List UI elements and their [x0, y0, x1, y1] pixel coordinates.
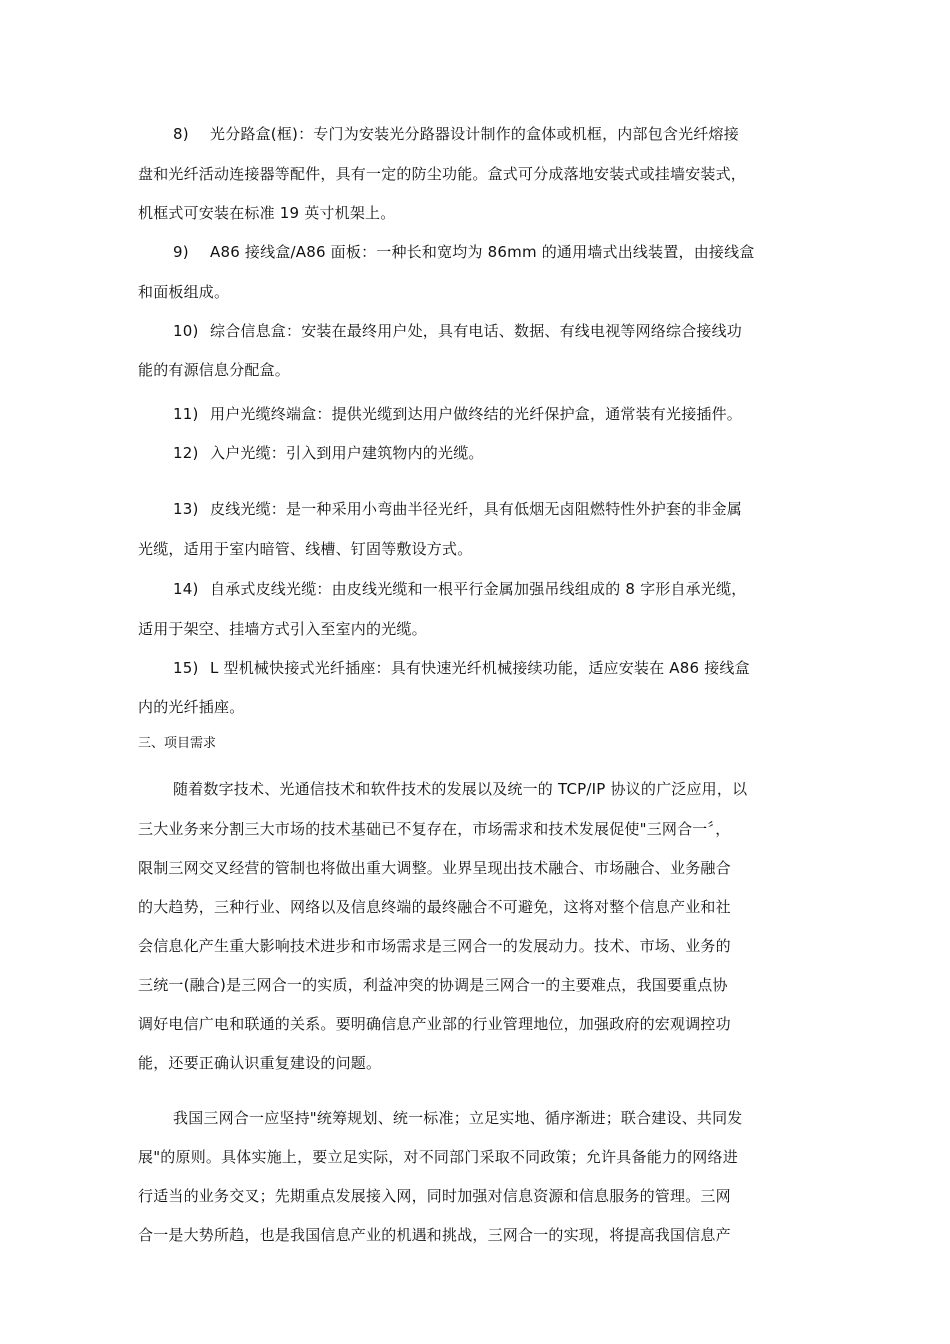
item-text: 综合信息盒：安装在最终用户处，具有电话、数据、有线电视等网络综合接线功 — [210, 322, 743, 340]
paragraph-1-line-6: 三统一(融合)是三网合一的实质，利益冲突的协调是三网合一的主要难点，我国要重点协 — [138, 976, 728, 994]
paragraph-2-line-2: 展"的原则。具体实施上，要立足实际，对不同部门采取不同政策；允许具备能力的网络进 — [138, 1148, 738, 1166]
paragraph-2-line-1: 我国三网合一应坚持"统筹规划、统一标准；立足实地、循序渐进；联合建设、共同发 — [173, 1109, 743, 1127]
item-text: 入户光缆：引入到用户建筑物内的光缆。 — [210, 444, 484, 462]
paragraph-1-line-5: 会信息化产生重大影响技术进步和市场需求是三网合一的发展动力。技术、市场、业务的 — [138, 937, 731, 955]
item-text: 皮线光缆：是一种采用小弯曲半径光纤，具有低烟无卤阻燃特性外护套的非金属 — [210, 500, 743, 518]
item-number: 11) — [173, 405, 199, 423]
item-8-line-2: 盘和光纤活动连接器等配件，具有一定的防尘功能。盒式可分成落地安装式或挂墙安装式， — [138, 165, 747, 183]
item-text: L 型机械快接式光纤插座：具有快速光纤机械接续功能，适应安装在 A86 接线盒 — [210, 659, 750, 677]
item-number: 8) — [173, 125, 189, 143]
item-14-line-1 — [173, 579, 746, 599]
item-number: 9) — [173, 243, 189, 261]
paragraph-2-line-4: 合一是大势所趋，也是我国信息产业的机遇和挑战，三网合一的实现，将提高我国信息产 — [138, 1226, 731, 1244]
section-heading: 三、项目需求 — [138, 736, 217, 751]
item-8-line-1 — [173, 124, 739, 144]
item-15-line-1 — [173, 658, 750, 678]
item-9-line-1 — [173, 242, 755, 262]
item-number: 10) — [173, 322, 199, 340]
item-text: 自承式皮线光缆：由皮线光缆和一根平行金属加强吊线组成的 8 字形自承光缆， — [210, 580, 747, 598]
item-8-line-3: 机框式可安装在标准 19 英寸机架上。 — [138, 204, 396, 222]
paragraph-1-line-1: 随着数字技术、光通信技术和软件技术的发展以及统一的 TCP/IP 协议的广泛应用，以 — [173, 780, 748, 798]
item-number: 15) — [173, 659, 199, 677]
item-10-line-2: 能的有源信息分配盒。 — [138, 361, 291, 379]
item-number: 14) — [173, 580, 199, 598]
item-11-line-1 — [173, 404, 742, 424]
item-12-line-1 — [173, 443, 484, 463]
paragraph-1-line-8: 能，还要正确认识重复建设的问题。 — [138, 1054, 382, 1072]
item-text: 光分路盒(框)：专门为安装光分路器设计制作的盒体或机框，内部包含光纤熔接 — [210, 125, 739, 143]
item-text: 用户光缆终端盒：提供光缆到达用户做终结的光纤保护盒，通常装有光接插件。 — [210, 405, 743, 423]
item-15-line-2: 内的光纤插座。 — [138, 698, 245, 716]
item-13-line-1 — [173, 499, 742, 519]
paragraph-2-line-3: 行适当的业务交叉；先期重点发展接入网，同时加强对信息资源和信息服务的管理。三网 — [138, 1187, 731, 1205]
paragraph-1-line-4: 的大趋势，三种行业、网络以及信息终端的最终融合不可避免，这将对整个信息产业和社 — [138, 898, 731, 916]
paragraph-1-line-3: 限制三网交叉经营的管制也将做出重大调整。业界呈现出技术融合、市场融合、业务融合 — [138, 859, 731, 877]
paragraph-1-line-7: 调好电信广电和联通的关系。要明确信息产业部的行业管理地位，加强政府的宏观调控功 — [138, 1015, 731, 1033]
item-9-line-2: 和面板组成。 — [138, 283, 230, 301]
item-10-line-1 — [173, 321, 742, 341]
item-number: 12) — [173, 444, 199, 462]
item-14-line-2: 适用于架空、挂墙方式引入至室内的光缆。 — [138, 620, 427, 638]
item-13-line-2: 光缆，适用于室内暗管、线槽、钉固等敷设方式。 — [138, 540, 473, 558]
paragraph-1-line-2: 三大业务来分割三大市场的技术基础已不复存在，市场需求和技术发展促使"三网合一〞， — [138, 820, 731, 838]
item-text: A86 接线盒/A86 面板：一种长和宽均为 86mm 的通用墙式出线装置，由接线盒 — [210, 243, 755, 261]
item-number: 13) — [173, 500, 199, 518]
